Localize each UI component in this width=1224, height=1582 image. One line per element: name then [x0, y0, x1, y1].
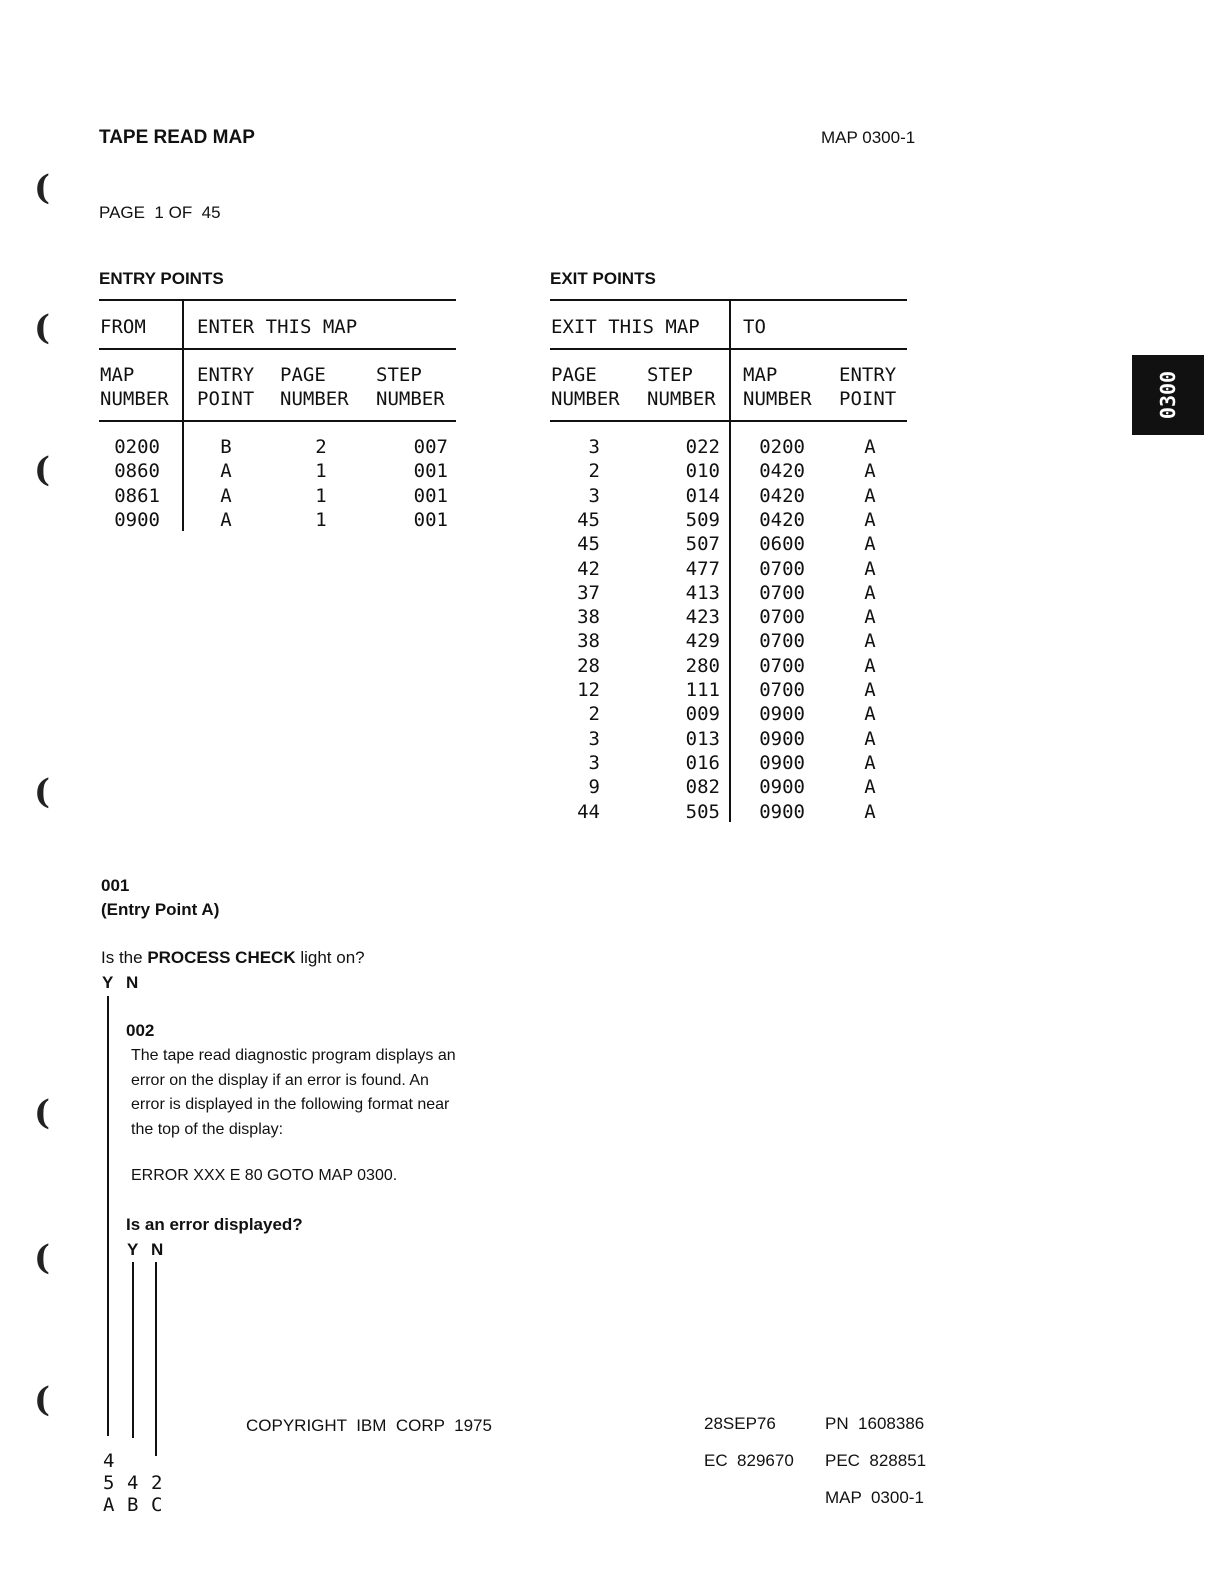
- footer-pn: PN 1608386: [825, 1414, 925, 1433]
- flow-line-yes-001: [107, 996, 109, 1436]
- exit-row-step: 009: [685, 703, 720, 726]
- from-label: FROM: [100, 316, 146, 338]
- entry-row-step: 001: [413, 508, 448, 531]
- exit-row-page: 38: [577, 606, 600, 629]
- entry-row-map: 0860: [114, 460, 160, 483]
- exit-row-step: 111: [685, 679, 720, 701]
- exit-points-heading: EXIT POINTS: [550, 269, 656, 288]
- offpage-connector-c: 2 C: [151, 1472, 163, 1516]
- col-entry: POINT: [197, 388, 255, 410]
- entry-row-page: 1: [315, 484, 327, 507]
- entry-row-entry: A: [220, 460, 232, 483]
- exit-row-step: 509: [685, 508, 720, 531]
- exit-this-map-label: EXIT THIS MAP: [551, 316, 700, 338]
- col-map: NUMBER: [743, 388, 812, 410]
- exit-row-page: 3: [588, 484, 600, 507]
- exit-row-map: 0700: [759, 630, 805, 653]
- page-title: TAPE READ MAP: [99, 127, 255, 148]
- exit-row-page: 2: [588, 460, 600, 483]
- col-page: PAGE: [551, 364, 597, 386]
- exit-row-entry: A: [864, 484, 876, 507]
- exit-row-entry: A: [864, 436, 876, 458]
- exit-row-entry: A: [864, 654, 876, 677]
- exit-row-step: 477: [685, 557, 720, 580]
- col-entry: ENTRY: [839, 364, 897, 386]
- exit-row-step: 507: [685, 533, 720, 556]
- exit-row-entry: A: [864, 800, 876, 823]
- exit-row-entry: A: [864, 679, 876, 701]
- exit-row-page: 37: [577, 581, 600, 604]
- offpage-connector-a: 4 5 A: [103, 1450, 115, 1516]
- exit-row-entry: A: [864, 630, 876, 653]
- footer-date: 28SEP76: [704, 1414, 776, 1433]
- exit-row-step: 016: [685, 751, 720, 774]
- map-id: MAP 0300-1: [821, 128, 916, 147]
- exit-row-entry: A: [864, 776, 876, 799]
- exit-row-map: 0600: [759, 533, 805, 556]
- enter-this-map-label: ENTER THIS MAP: [197, 316, 358, 338]
- exit-row-entry: A: [864, 703, 876, 726]
- exit-row-entry: A: [864, 606, 876, 629]
- col-step: NUMBER: [376, 388, 445, 410]
- copyright: COPYRIGHT IBM CORP 1975: [246, 1416, 492, 1435]
- col-step: NUMBER: [647, 388, 716, 410]
- exit-row-step: 014: [685, 484, 720, 507]
- error-format: ERROR XXX E 80 GOTO MAP 0300.: [131, 1167, 398, 1184]
- exit-row-page: 2: [588, 703, 600, 726]
- exit-row-map: 0200: [759, 436, 805, 458]
- col-page: PAGE: [280, 364, 326, 386]
- exit-row-page: 42: [577, 557, 600, 580]
- entry-row-step: 001: [413, 460, 448, 483]
- exit-row-entry: A: [864, 581, 876, 604]
- exit-row-step: 423: [685, 606, 720, 629]
- col-map: MAP: [100, 364, 135, 386]
- exit-row-map: 0420: [759, 460, 805, 483]
- exit-row-step: 013: [685, 727, 720, 750]
- binder-hole-mark: (: [34, 1380, 51, 1420]
- flow-line-no-002: [155, 1262, 157, 1456]
- page-indicator: PAGE 1 OF 45: [99, 203, 221, 222]
- step-002-number: 002: [126, 1021, 155, 1040]
- exit-row-page: 45: [577, 533, 600, 556]
- col-page: NUMBER: [280, 388, 349, 410]
- exit-row-page: 3: [588, 727, 600, 750]
- col-map: NUMBER: [100, 388, 169, 410]
- footer-ec: EC 829670: [704, 1451, 794, 1470]
- exit-row-step: 280: [685, 654, 720, 677]
- offpage-connector-b: 4 B: [127, 1472, 139, 1516]
- entry-row-entry: B: [220, 436, 232, 458]
- col-entry: ENTRY: [197, 364, 255, 386]
- exit-row-map: 0420: [759, 484, 805, 507]
- exit-row-entry: A: [864, 508, 876, 531]
- exit-row-map: 0900: [759, 776, 805, 799]
- entry-row-page: 1: [315, 508, 327, 531]
- exit-row-step: 022: [685, 436, 720, 458]
- col-page: NUMBER: [551, 388, 620, 410]
- col-step: STEP: [647, 364, 693, 386]
- exit-row-entry: A: [864, 727, 876, 750]
- exit-row-map: 0900: [759, 727, 805, 750]
- exit-row-map: 0700: [759, 654, 805, 677]
- yes-label: Y: [127, 1240, 139, 1259]
- entry-row-map: 0200: [114, 436, 160, 458]
- exit-row-map: 0700: [759, 581, 805, 604]
- exit-row-step: 082: [685, 776, 720, 799]
- exit-row-page: 3: [588, 751, 600, 774]
- entry-row-entry: A: [220, 508, 232, 531]
- yes-label: Y: [102, 973, 114, 992]
- entry-row-map: 0861: [114, 484, 160, 507]
- exit-row-entry: A: [864, 557, 876, 580]
- exit-row-page: 12: [577, 679, 600, 701]
- binder-hole-mark: (: [34, 772, 51, 812]
- footer-pec: PEC 828851: [825, 1451, 927, 1470]
- entry-row-entry: A: [220, 484, 232, 507]
- entry-row-step: 001: [413, 484, 448, 507]
- exit-row-map: 0900: [759, 800, 805, 823]
- binder-hole-mark: (: [34, 450, 51, 490]
- step-001-question: Is the PROCESS CHECK light on?: [101, 948, 365, 967]
- step-002-question: Is an error displayed?: [126, 1215, 303, 1234]
- side-tab: 0300: [1132, 355, 1204, 435]
- binder-hole-mark: (: [34, 168, 51, 208]
- exit-row-entry: A: [864, 751, 876, 774]
- exit-row-map: 0420: [759, 508, 805, 531]
- col-map: MAP: [743, 364, 778, 386]
- entry-row-map: 0900: [114, 508, 160, 531]
- col-step: STEP: [376, 364, 422, 386]
- exit-row-map: 0900: [759, 751, 805, 774]
- no-label: N: [126, 973, 139, 992]
- exit-row-entry: A: [864, 460, 876, 483]
- exit-row-page: 45: [577, 508, 600, 531]
- binder-hole-mark: (: [34, 308, 51, 348]
- col-entry: POINT: [839, 388, 897, 410]
- footer-map: MAP 0300-1: [825, 1488, 924, 1507]
- exit-row-page: 28: [577, 654, 600, 677]
- binder-hole-mark: (: [34, 1238, 51, 1278]
- step-001-entry: (Entry Point A): [101, 900, 220, 919]
- exit-row-map: 0900: [759, 703, 805, 726]
- exit-row-map: 0700: [759, 557, 805, 580]
- step-002-text: The tape read diagnostic program displays an error on the display if an error is found. An error is displayed in the following format near the top of the display:: [131, 1047, 456, 1138]
- step-001-number: 001: [101, 876, 130, 895]
- exit-row-step: 505: [685, 800, 720, 823]
- exit-row-step: 010: [685, 460, 720, 483]
- exit-row-page: 3: [588, 436, 600, 458]
- flow-line-yes-002: [132, 1262, 134, 1438]
- binder-hole-mark: (: [34, 1093, 51, 1133]
- entry-row-page: 2: [315, 436, 327, 458]
- entry-points-heading: ENTRY POINTS: [99, 269, 224, 288]
- exit-row-map: 0700: [759, 606, 805, 629]
- to-label: TO: [743, 316, 766, 338]
- entry-row-page: 1: [315, 460, 327, 483]
- exit-row-page: 44: [577, 800, 600, 823]
- exit-row-page: 38: [577, 630, 600, 653]
- exit-row-step: 413: [685, 581, 720, 604]
- entry-row-step: 007: [413, 436, 448, 458]
- exit-row-step: 429: [685, 630, 720, 653]
- exit-row-entry: A: [864, 533, 876, 556]
- exit-row-page: 9: [588, 776, 600, 799]
- exit-row-map: 0700: [759, 679, 805, 701]
- no-label: N: [151, 1240, 164, 1259]
